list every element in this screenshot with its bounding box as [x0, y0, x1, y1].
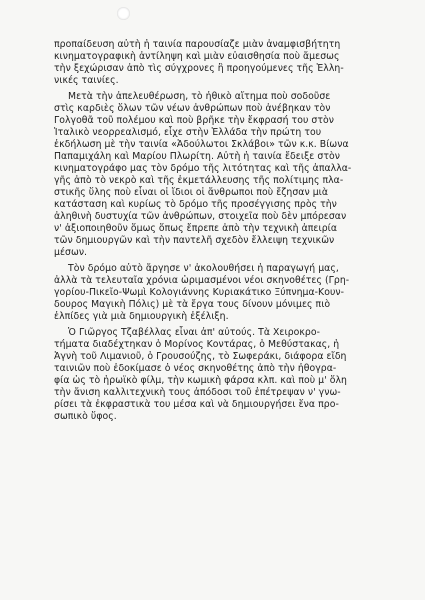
- paragraph: [54, 263, 384, 323]
- text-line: κατάσταση καὶ κυρίως τὸ δρόμο τῆς προσέγγισης πρὸς τὴν: [54, 199, 337, 210]
- text-line: τὴν ἄνιση καλλιτεχνικὴ τους ἀπόδοσι τοῦ ἐπέτρεψαν ν' γνω-: [54, 387, 341, 398]
- text-line: γορίου-Πικεῖο-Ψωμὶ Κολογιάννης Κυριακάτικο Ξύπνημα-Κουν-: [54, 287, 345, 298]
- text-line: τῶν δημιουργῶν καὶ τὴν παντελῆ σχεδὸν ἔλλειψη τεχνικῶν: [54, 235, 335, 246]
- text-line: γῆς ἀπὸ τὸ νεκρὸ καὶ τῆς ἐκμετάλλευσης τῆς πολίτιμης πλα-: [54, 175, 344, 186]
- text-line: ἀλλὰ τὰ τελευταῖα χρόνια ὡριμασμένοι νέοι σκηνοθέτες (Γρη-: [54, 275, 350, 286]
- text-line: Τὸν δρόμο αὐτὸ ἄργησε ν' ἀκολουθήσει ἡ παραγωγή μας,: [68, 263, 339, 274]
- text-line: Ἰταλικὸ νεορρεαλισμό, εἶχε στὴν Ἑλλάδα τὴν πρώτη του: [54, 127, 322, 138]
- text-line: Γολγοθᾶ τοῦ πολέμου καὶ ποὺ βρῆκε τὴν ἔκφρασή του στὸν: [54, 115, 334, 126]
- text-line: ν' ἀξιοποιηθοῦν ὅμως ὅπως ἔπρεπε ἀπὸ τὴν τεχνικὴ ἀπειρία: [54, 223, 338, 234]
- text-line: Παπαμιχάλη καὶ Μαρίου Πλωρίτη. Αὐτὴ ἡ ταινία ἔδειξε στὸν: [54, 151, 340, 162]
- text-line: ταινιῶν ποὺ ἐδοκίμασε ὁ νέος σκηνοθέτης ἀπὸ τὴν ἠθογρα-: [54, 363, 337, 374]
- text-line: φία ὡς τὸ ἡρωϊκὸ φίλμ, τὴν κωμικὴ φάρσα κλπ. καὶ ποὺ μ' ὅλη: [54, 375, 347, 386]
- text-line: κινηματογράφο μας τὸν δρόμο τῆς λιτότητας καὶ τῆς ἀπαλλα-: [54, 163, 352, 174]
- text-line: στὶς καρδιὲς ὅλων τῶν νέων ἀνθρώπων ποὺ ἀνέβηκαν τὸν: [54, 103, 331, 114]
- text-line: στικῆς ὕλης ποὺ εἶναι οἱ ἴδιοι οἱ ἄνθρωποι ποὺ ἔζησαν μιὰ: [54, 187, 329, 198]
- text-line: ἀληθινὴ δυστυχία τῶν ἀνθρώπων, στοιχεῖα ποὺ δὲν μπόρεσαν: [54, 211, 347, 222]
- text-line: ἐκδήλωση μὲ τὴν ταινία «Ἀδούλωτοι Σκλάβοι» τῶν κ.κ. Βίωνα: [54, 139, 349, 150]
- text-line: τὴν ξεχώρισαν ἀπὸ τὶς σύγχρονες ἢ προηγούμενες τῆς Ἑλλη-: [54, 63, 344, 74]
- text-line: Ὁ Γιῶργος Τζαβέλλας εἶναι ἀπ' αὐτούς. Τὰ Χειροκρο-: [68, 327, 321, 338]
- text-line: Μετὰ τὴν ἀπελευθέρωση, τὸ ἠθικὸ αἴτημα ποὺ σοδοῦσε: [68, 91, 331, 102]
- paragraph: [54, 39, 384, 87]
- text-line: ἐλπίδες γιὰ μιὰ δημιουργικὴ ἐξέλιξη.: [54, 311, 229, 322]
- text-line: Ἀγνὴ τοῦ Λιμανιοῦ, ὁ Γρουσούζης, τὸ Σωφεράκι, διάφορα εἴδη: [54, 351, 347, 362]
- text-line: κινηματογραφικὴ ἀντίληψη καὶ μιὰν εὐαισθησία ποὺ ἄμεσως: [54, 51, 340, 62]
- text-line: σωπικὸ ὕφος.: [54, 411, 117, 422]
- text-line: δουρος Μαγικὴ Πόλις) μὲ τὰ ἔργα τους δίνουν μόνιμες πιὸ: [54, 299, 331, 310]
- text-line: ρίσει τὰ ἐκφραστικὰ του μέσα καὶ νὰ δημιουργήσει ἕνα προ-: [54, 399, 339, 410]
- paragraph: [54, 327, 384, 423]
- punch-hole: [117, 7, 130, 20]
- text-line: τήματα διαδέχτηκαν ὁ Μορίνος Κοντάρας, ὁ Μεθύστακας, ἡ: [54, 339, 340, 350]
- text-line: νικές ταινίες.: [54, 75, 119, 86]
- text-line: μέσων.: [54, 247, 88, 258]
- body-text: [54, 39, 384, 423]
- text-line: προπαίδευση αὐτὴ ἡ ταινία παρουσίαζε μιὰν ἀναμφισβήτητη: [54, 39, 341, 50]
- paragraph: [54, 91, 384, 259]
